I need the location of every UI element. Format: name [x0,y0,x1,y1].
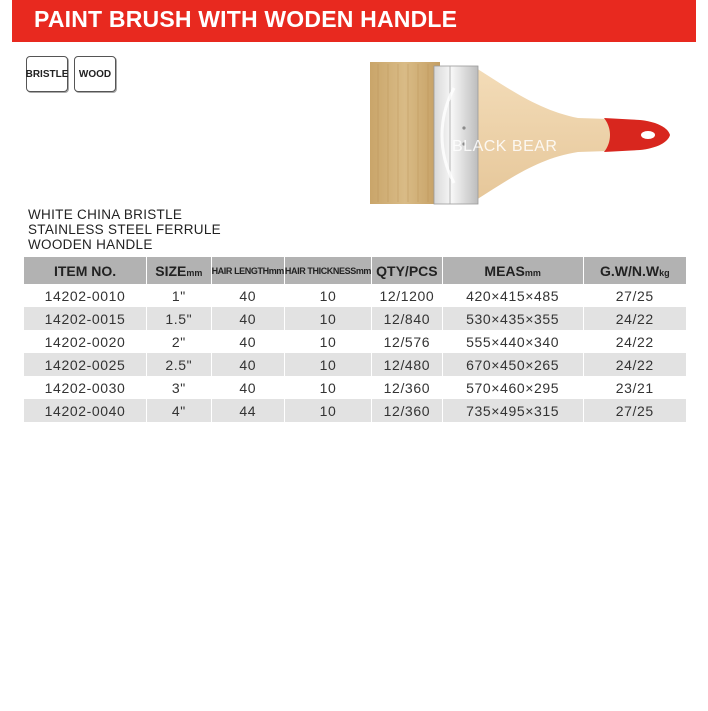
cell-item-no: 14202-0040 [24,399,147,422]
cell-meas: 530×435×355 [442,307,583,330]
cell-item-no: 14202-0030 [24,376,147,399]
wood-tag: WOOD [74,56,116,92]
cell-item-no: 14202-0025 [24,353,147,376]
header-item-no: ITEM NO. [24,257,147,284]
header-meas: MEASmm [442,257,583,284]
cell-item-no: 14202-0010 [24,284,147,307]
cell-qty: 12/840 [372,307,443,330]
cell-size: 1.5" [147,307,211,330]
spec-table [24,257,686,422]
cell-meas: 570×460×295 [442,376,583,399]
cell-hair-length: 40 [211,307,284,330]
title-banner [12,0,696,42]
header-hair-length: HAIR LENGTHmm [211,257,284,284]
table-row [24,376,686,399]
cell-weight: 24/22 [583,330,686,353]
cell-qty: 12/360 [372,399,443,422]
feature-bristle: WHITE CHINA BRISTLE [28,207,183,222]
cell-size: 3" [147,376,211,399]
page-title: PAINT BRUSH WITH WODEN HANDLE [34,6,458,32]
cell-qty: 12/1200 [372,284,443,307]
cell-hair-length: 40 [211,376,284,399]
paint-brush-image [368,58,672,208]
table-row [24,284,686,307]
cell-size: 2.5" [147,353,211,376]
cell-qty: 12/480 [372,353,443,376]
cell-size: 1" [147,284,211,307]
cell-qty: 12/576 [372,330,443,353]
table-row [24,353,686,376]
cell-qty: 12/360 [372,376,443,399]
table-row [24,330,686,353]
bristle-tag: BRISTLE [26,56,68,92]
table-row [24,399,686,422]
feature-handle: WOODEN HANDLE [28,237,153,252]
cell-item-no: 14202-0020 [24,330,147,353]
cell-hair-thickness: 10 [284,399,371,422]
cell-meas: 670×450×265 [442,353,583,376]
cell-hair-thickness: 10 [284,376,371,399]
cell-meas: 420×415×485 [442,284,583,307]
cell-hair-thickness: 10 [284,284,371,307]
cell-hair-length: 44 [211,399,284,422]
cell-weight: 24/22 [583,307,686,330]
cell-meas: 735×495×315 [442,399,583,422]
cell-hair-thickness: 10 [284,330,371,353]
cell-weight: 27/25 [583,284,686,307]
cell-item-no: 14202-0015 [24,307,147,330]
cell-hair-length: 40 [211,284,284,307]
feature-list [28,207,221,252]
table-row [24,307,686,330]
cell-hair-thickness: 10 [284,307,371,330]
header-weight: G.W/N.Wkg [583,257,686,284]
header-qty: QTY/PCS [372,257,443,284]
cell-weight: 24/22 [583,353,686,376]
cell-size: 4" [147,399,211,422]
cell-hair-length: 40 [211,353,284,376]
cell-hair-length: 40 [211,330,284,353]
watermark-text: BLACK BEAR [452,138,558,155]
table-header-row [24,257,686,284]
header-hair-thickness: HAIR THICKNESSmm [284,257,371,284]
cell-hair-thickness: 10 [284,353,371,376]
header-size: SIZEmm [147,257,211,284]
feature-ferrule: STAINLESS STEEL FERRULE [28,222,221,237]
cell-weight: 27/25 [583,399,686,422]
cell-size: 2" [147,330,211,353]
cell-weight: 23/21 [583,376,686,399]
cell-meas: 555×440×340 [442,330,583,353]
